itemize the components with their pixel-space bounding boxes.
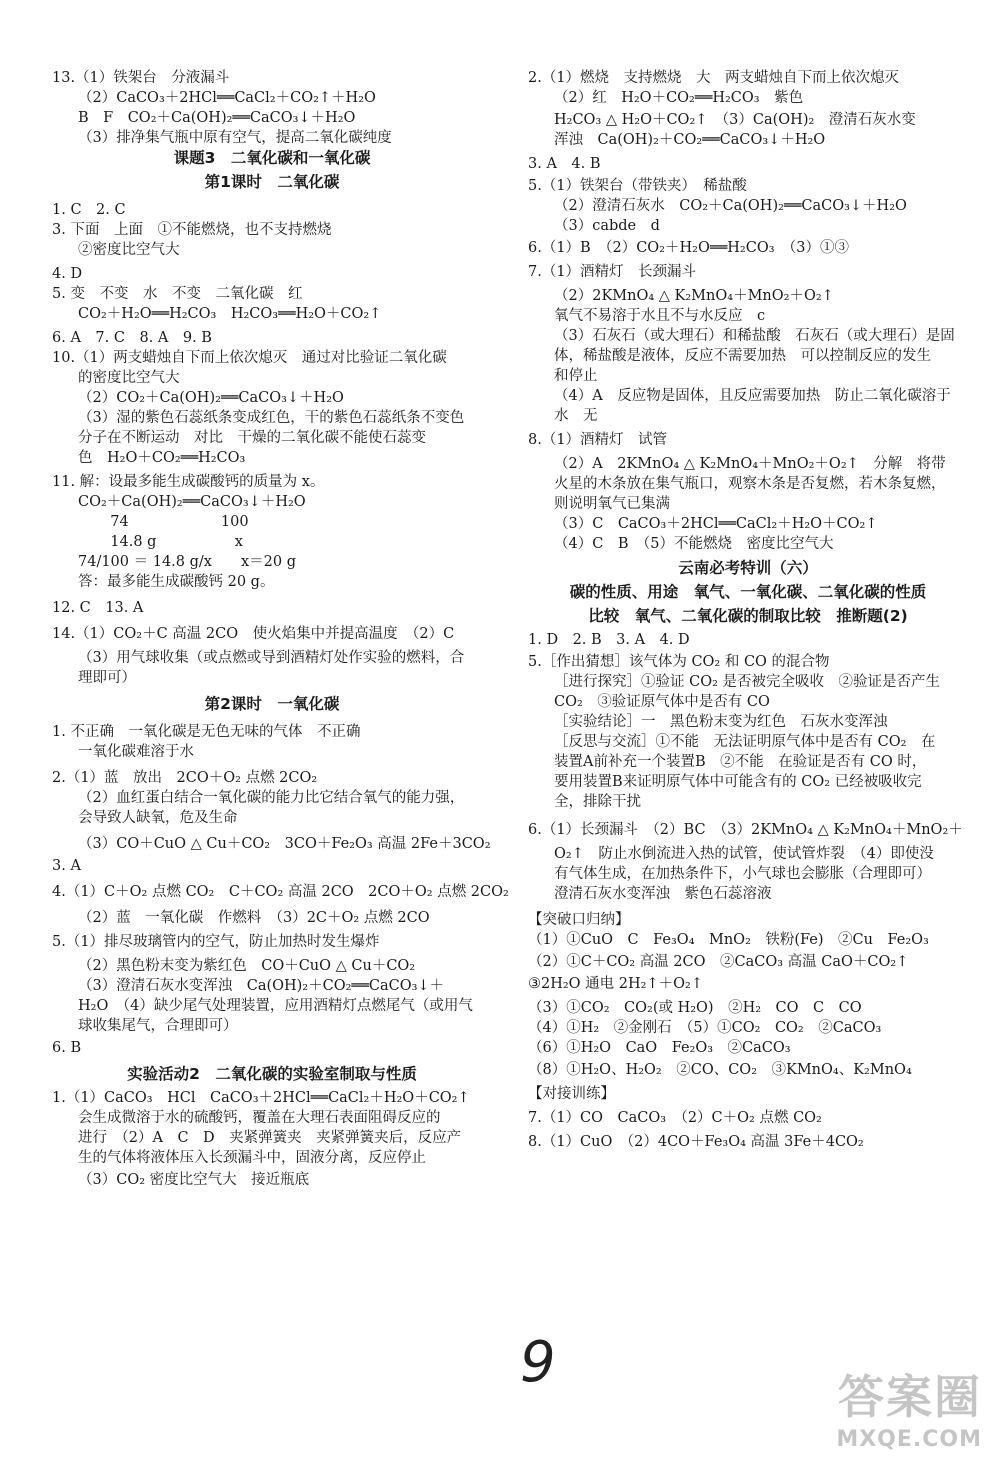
watermark-url: MXQE.COM	[836, 1427, 982, 1452]
right-answer-line: 澄清石灰水变浑浊 紫色石蕊溶液	[554, 886, 772, 902]
right-answer-line: 浑浊 Ca(OH)₂＋CO₂══CaCO₃↓＋H₂O	[554, 132, 826, 148]
right-answer-line: 3. A 4. B	[528, 156, 601, 172]
left-answer-line: （2）血红蛋白结合一氧化碳的能力比它结合氧气的能力强，	[78, 790, 465, 806]
right-answer-line: 7.（1）CO CaCO₃ （2）C＋O₂ 点燃 CO₂	[528, 1110, 822, 1126]
left-answer-line: （3）排净集气瓶中原有空气，提高二氧化碳纯度	[78, 130, 392, 146]
right-answer-line: （4）A 反应物是固体，且反应需要加热 防止二氧化碳溶于	[554, 388, 951, 404]
left-answer-line: 3. A	[52, 858, 81, 874]
right-answer-line: （2）澄清石灰水 CO₂＋Ca(OH)₂══CaCO₃↓＋H₂O	[554, 198, 907, 214]
right-answer-line: （6）①H₂O CaO Fe₂O₃ ②CaCO₃	[528, 1040, 791, 1056]
right-answer-line: ［反思与交流］①不能 无法证明原气体中是否有 CO₂ 在	[554, 734, 936, 750]
left-answer-line: 13.（1）铁架台 分液漏斗	[52, 70, 230, 86]
left-answer-line: 11. 解：设最多能生成碳酸钙的质量为 x。	[52, 474, 325, 490]
left-answer-line: 球收集尾气，合理即可）	[78, 1018, 238, 1034]
right-answer-line: 7.（1）酒精灯 长颈漏斗	[528, 264, 697, 280]
right-answer-line: 【突破口归纳】	[528, 912, 630, 928]
left-answer-line: ②密度比空气大	[78, 242, 180, 258]
left-answer-line: 生的气体将液体压入长颈漏斗中，固液分离，反应停止	[78, 1150, 426, 1166]
left-answer-line: CO₂＋Ca(OH)₂══CaCO₃↓＋H₂O	[78, 494, 306, 510]
right-answer-line: O₂↑ 防止水倒流进入热的试管，使试管炸裂 （4）即使没	[554, 846, 934, 862]
right-answer-line: （1）①CuO C Fe₃O₄ MnO₂ 铁粉(Fe) ②Cu Fe₂O₃	[528, 932, 929, 948]
section-heading: 碳的性质、用途 氧气、一氧化碳、二氧化碳的性质	[569, 583, 927, 601]
left-answer-line: （2）CO₂＋Ca(OH)₂══CaCO₃↓＋H₂O	[78, 390, 344, 406]
left-answer-line: （3）CO＋CuO △ Cu＋CO₂ 3CO＋Fe₂O₃ 高温 2Fe＋3CO₂	[78, 836, 491, 852]
watermark	[836, 1361, 982, 1452]
section-heading: 比较 氧气、二氧化碳的制取比较 推断题(2)	[588, 607, 908, 625]
left-answer-line: （2）CaCO₃＋2HCl══CaCl₂＋CO₂↑＋H₂O	[78, 90, 376, 106]
section-heading: 课题3 二氧化碳和一氧化碳	[173, 149, 371, 167]
right-answer-line: 有气体生成，在加热条件下，小气球也会膨胀（合理即可）	[554, 866, 931, 882]
left-answer-line: 6. A 7. C 8. A 9. B	[52, 330, 212, 346]
left-answer-line: 理即可）	[78, 670, 136, 686]
left-answer-line: （3）澄清石灰水变浑浊 Ca(OH)₂＋CO₂══CaCO₃↓＋	[78, 978, 445, 994]
section-heading: 实验活动2 二氧化碳的实验室制取与性质	[127, 1065, 417, 1083]
left-answer-line: 4. D	[52, 266, 83, 282]
right-answer-line: （3）C CaCO₃＋2HCl══CaCl₂＋H₂O＋CO₂↑	[554, 516, 878, 532]
right-answer-line: 8.（1）CuO （2）4CO＋Fe₃O₄ 高温 3Fe＋4CO₂	[528, 1134, 864, 1150]
right-answer-line: （4）①H₂ ②金刚石 （5）①CO₂ CO₂ ②CaCO₃	[528, 1020, 882, 1036]
left-answer-line: 会导致人缺氧，危及生命	[78, 810, 238, 826]
right-answer-line: （2）A 2KMnO₄ △ K₂MnO₄＋MnO₂＋O₂↑ 分解 将带	[554, 456, 946, 472]
left-answer-line: 分子在不断运动 对比 干燥的二氧化碳不能使石蕊变	[78, 430, 426, 446]
left-answer-line: 74/100 ＝ 14.8 g/x x＝20 g	[78, 554, 296, 570]
left-answer-line: 5.（1）排尽玻璃管内的空气，防止加热时发生爆炸	[52, 934, 380, 950]
left-answer-line: CO₂＋H₂O══H₂CO₃ H₂CO₃══H₂O＋CO₂↑	[78, 306, 382, 322]
right-answer-line: 和停止	[554, 368, 598, 384]
right-answer-line: 2.（1）燃烧 支持燃烧 大 两支蜡烛自下而上依次熄灭	[528, 70, 900, 86]
right-answer-line: 8.（1）酒精灯 试管	[528, 432, 668, 448]
section-heading: 第1课时 二氧化碳	[204, 173, 340, 191]
right-answer-line: （3）①CO₂ CO₂(或 H₂O) ②H₂ CO C CO	[528, 1000, 862, 1016]
left-answer-line: 的密度比空气大	[78, 370, 180, 386]
right-answer-line: 【对接训练】	[528, 1086, 615, 1102]
right-answer-line: （2）2KMnO₄ △ K₂MnO₄＋MnO₂＋O₂↑	[554, 288, 834, 304]
right-answer-line: 水 无	[554, 408, 598, 424]
right-answer-line: 5.（1）铁架台（带铁夹） 稀盐酸	[528, 178, 747, 194]
right-answer-line: 6.（1）B （2）CO₂＋H₂O══H₂CO₃ （3）①③	[528, 240, 850, 256]
right-answer-line: 装置A前补充一个装置B ②不能 在验证是否有 CO 时，	[554, 754, 927, 770]
left-answer-line: 会生成微溶于水的硫酸钙，覆盖在大理石表面阻碍反应的	[78, 1110, 441, 1126]
left-answer-line: 色 H₂O＋CO₂══H₂CO₃	[78, 450, 246, 466]
right-answer-line: ［进行探究］①验证 CO₂ 是否被完全吸收 ②验证是否产生	[554, 674, 941, 690]
left-answer-line: 1.（1）CaCO₃ HCl CaCO₃＋2HCl══CaCl₂＋H₂O＋CO₂↑	[52, 1090, 470, 1106]
right-answer-line: 6.（1）长颈漏斗 （2）BC （3）2KMnO₄ △ K₂MnO₄＋MnO₂＋	[528, 822, 963, 838]
left-answer-line: 进行 （2）A C D 夹紧弹簧夹 夹紧弹簧夹后，反应产	[78, 1130, 462, 1146]
right-answer-line: 要用装置B来证明原气体中可能含有的 CO₂ 已经被吸收完	[554, 774, 922, 790]
right-answer-line: （3）石灰石（或大理石）和稀盐酸 石灰石（或大理石）是固	[554, 328, 955, 344]
right-answer-line: 1. D 2. B 3. A 4. D	[528, 632, 690, 648]
left-answer-line: 12. C 13. A	[52, 600, 144, 616]
right-answer-line: 体，稀盐酸是液体，反应不需要加热 可以控制反应的发生	[554, 348, 931, 364]
right-answer-line: CO₂ ③验证原气体中是否有 CO	[554, 694, 770, 710]
left-answer-line: B F CO₂＋Ca(OH)₂══CaCO₃↓＋H₂O	[78, 110, 356, 126]
left-answer-line: 1. C 2. C	[52, 202, 126, 218]
left-answer-line: 6. B	[52, 1040, 82, 1056]
section-heading: 第2课时 一氧化碳	[204, 695, 340, 713]
right-answer-line: （2）红 H₂O＋CO₂══H₂CO₃ 紫色	[554, 90, 804, 106]
right-answer-line: 氧气不易溶于水且不与水反应 c	[554, 308, 766, 324]
left-answer-line: （3）CO₂ 密度比空气大 接近瓶底	[78, 1172, 310, 1188]
right-answer-line: （2）①C＋CO₂ 高温 2CO ②CaCO₃ 高温 CaO＋CO₂↑	[528, 954, 909, 970]
handwritten-page-mark: 9	[520, 1330, 556, 1395]
section-heading: 云南必考特训（六）	[678, 559, 818, 577]
right-answer-line: 火星的木条放在集气瓶口，观察木条是否复燃，若木条复燃，	[554, 476, 946, 492]
left-answer-line: H₂O （4）缺少尾气处理装置，应用酒精灯点燃尾气（或用气	[78, 998, 473, 1014]
right-answer-line: H₂CO₃ △ H₂O＋CO₂↑ （3）Ca(OH)₂ 澄清石灰水变	[554, 112, 916, 128]
right-answer-line: （8）①H₂O、H₂O₂ ②CO、CO₂ ③KMnO₄、K₂MnO₄	[528, 1062, 912, 1078]
left-answer-line: 4.（1）C＋O₂ 点燃 CO₂ C＋CO₂ 高温 2CO 2CO＋O₂ 点燃 2CO₂	[52, 884, 509, 900]
right-answer-line: （3）cabde d	[554, 218, 660, 234]
right-answer-line: ③2H₂O 通电 2H₂↑＋O₂↑	[528, 976, 703, 992]
right-answer-line: ［实验结论］一 黑色粉末变为红色 石灰水变浑浊	[554, 714, 888, 730]
left-answer-line: （2）黑色粉末变为紫红色 CO＋CuO △ Cu＋CO₂	[78, 958, 416, 974]
left-answer-line: （2）蓝 一氧化碳 作燃料 （3）2C＋O₂ 点燃 2CO	[78, 910, 430, 926]
right-answer-line: 则说明氧气已集满	[554, 496, 670, 512]
left-answer-line: （3）用气球收集（或点燃或导到酒精灯处作实验的燃料，合	[78, 650, 465, 666]
right-answer-line: 全，排除干扰	[554, 794, 641, 810]
left-answer-line: 一氧化碳难溶于水	[78, 744, 194, 760]
left-answer-line: 74 100	[78, 514, 249, 530]
left-answer-line: 2.（1）蓝 放出 2CO＋O₂ 点燃 2CO₂	[52, 770, 318, 786]
left-answer-line: 5. 变 不变 水 不变 二氧化碳 红	[52, 286, 303, 302]
right-answer-line: （4）C B （5）不能燃烧 密度比空气大	[554, 536, 834, 552]
left-answer-line: 1. 不正确 一氧化碳是无色无味的气体 不正确	[52, 724, 361, 740]
right-answer-line: 5.［作出猜想］该气体为 CO₂ 和 CO 的混合物	[528, 654, 830, 670]
left-answer-line: 3. 下面 上面 ①不能燃烧，也不支持燃烧	[52, 222, 332, 238]
left-answer-line: 10.（1）两支蜡烛自下而上依次熄灭 通过对比验证二氧化碳	[52, 350, 447, 366]
left-answer-line: 14.8 g x	[78, 534, 243, 550]
left-answer-line: （3）湿的紫色石蕊纸条变成红色，干的紫色石蕊纸条不变色	[78, 410, 465, 426]
left-answer-line: 答：最多能生成碳酸钙 20 g。	[78, 574, 275, 590]
left-answer-line: 14.（1）CO₂＋C 高温 2CO 使火焰集中并提高温度 （2）C	[52, 626, 455, 642]
watermark-logo: 答案圈	[838, 1370, 982, 1424]
